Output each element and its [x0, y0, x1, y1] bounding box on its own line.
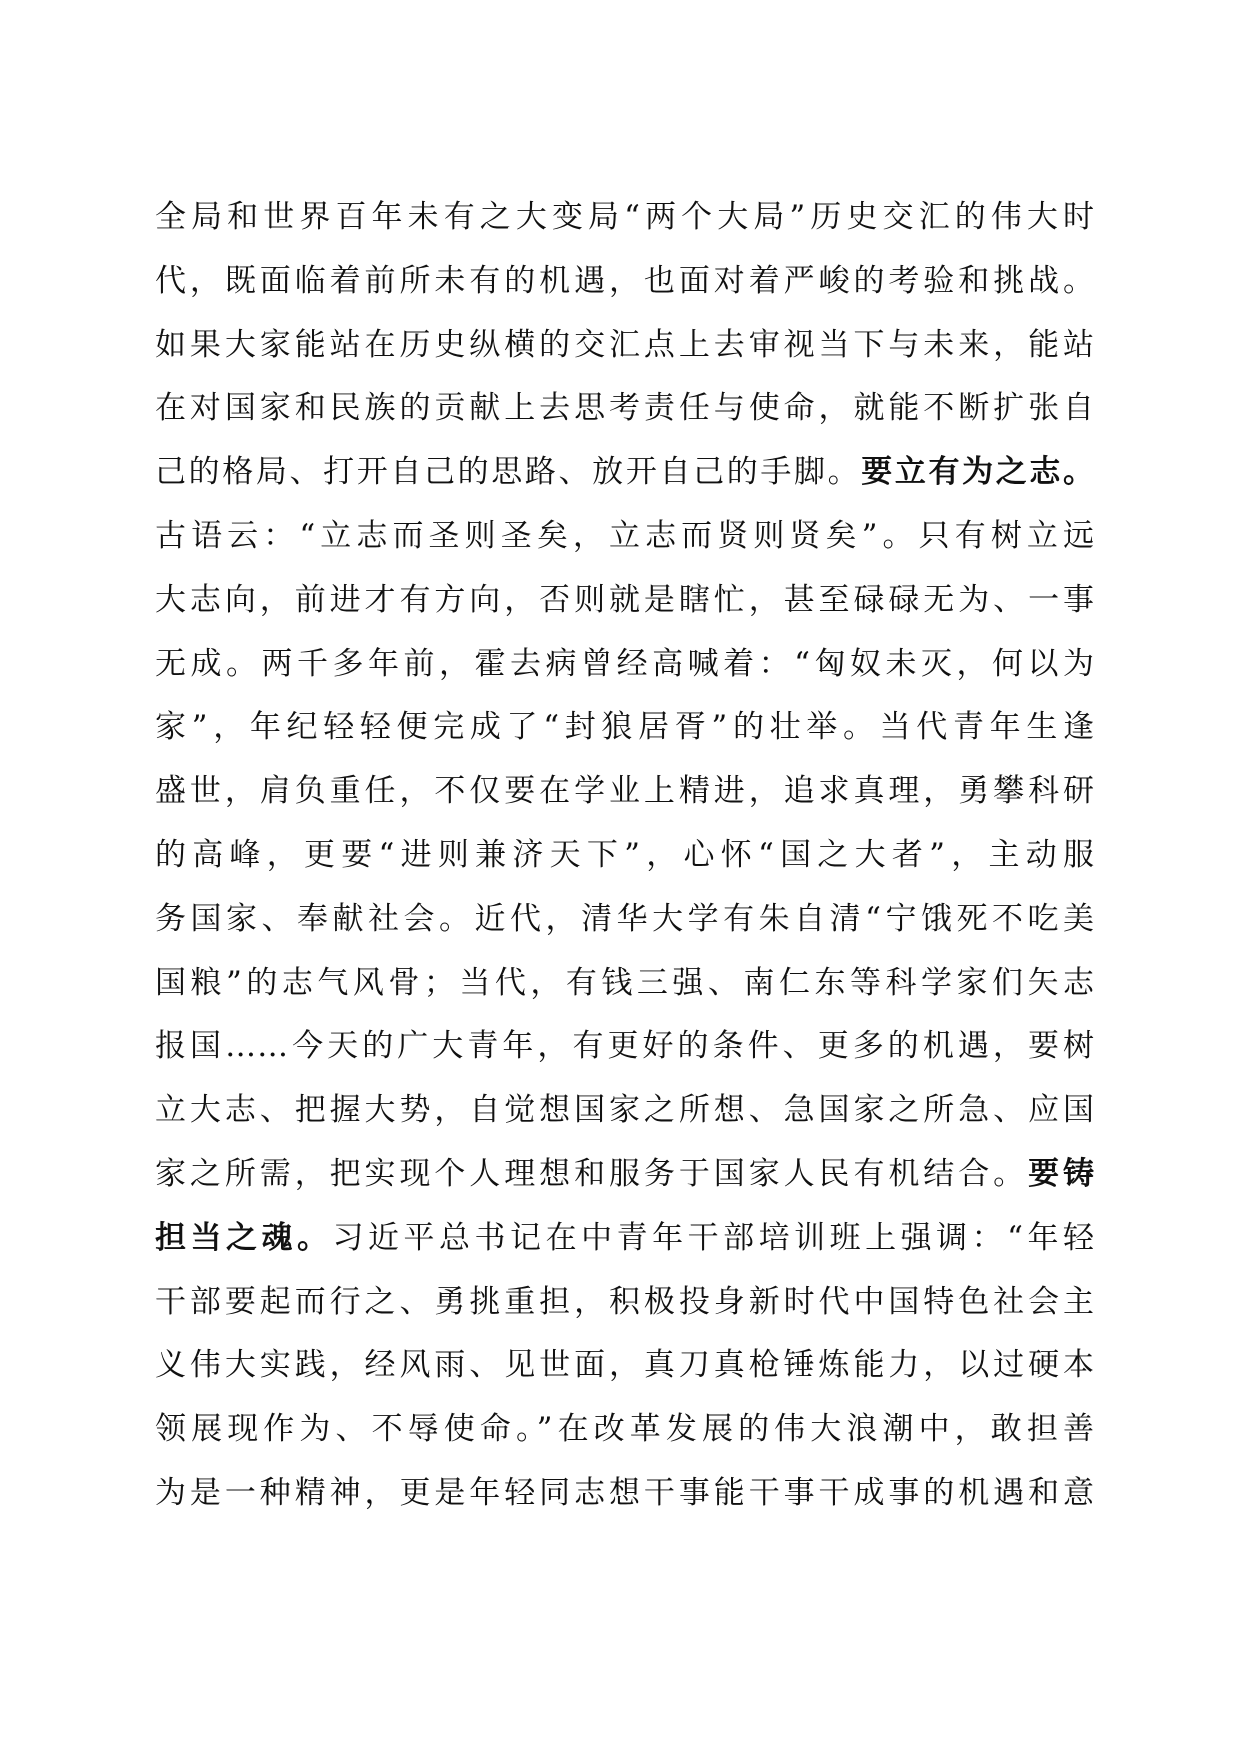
body-text-segment: 在对国家和民族的贡献上去思考责任与使命，就能不断扩张自	[155, 390, 1095, 427]
text-line	[155, 1271, 1095, 1335]
text-line	[155, 1079, 1095, 1143]
body-text-segment: 领展现作为、不辱使命。”在改革发展的伟大浪潮中，敢担善	[155, 1411, 1095, 1448]
body-text-segment: 报国……今天的广大青年，有更好的条件、更多的机遇，要树	[155, 1028, 1095, 1065]
text-line	[155, 314, 1095, 378]
text-line	[155, 760, 1095, 824]
bold-heading-text: 要铸	[1028, 1155, 1096, 1192]
body-text-segment: 为是一种精神，更是年轻同志想干事能干事干成事的机遇和意	[155, 1474, 1095, 1511]
bold-heading-text: 要立有为之志。	[861, 454, 1096, 491]
text-line	[155, 505, 1095, 569]
text-line	[155, 186, 1095, 250]
body-text-segment: 全局和世界百年未有之大变局“两个大局”历史交汇的伟大时	[155, 199, 1095, 235]
body-text-segment: 如果大家能站在历史纵横的交汇点上去审视当下与未来，能站	[155, 326, 1095, 363]
body-text-segment: 义伟大实践，经风雨、见世面，真刀真枪锤炼能力，以过硬本	[155, 1347, 1095, 1384]
body-text-segment: 立大志、把握大势，自觉想国家之所想、急国家之所急、应国	[155, 1092, 1095, 1129]
body-text-segment: 大志向，前进才有方向，否则就是瞎忙，甚至碌碌无为、一事	[155, 581, 1095, 618]
body-text-segment: 国粮”的志气风骨；当代，有钱三强、南仁东等科学家们矢志	[155, 964, 1095, 1001]
text-line	[155, 1462, 1095, 1526]
text-line	[155, 633, 1095, 697]
text-line	[155, 1207, 1095, 1271]
body-paragraph	[155, 186, 1095, 1526]
text-line	[155, 1334, 1095, 1398]
body-text-segment: 家之所需，把实现个人理想和服务于国家人民有机结合。	[155, 1155, 1029, 1192]
text-line	[155, 250, 1095, 314]
text-line	[155, 696, 1095, 760]
body-text-segment: 己的格局、打开自己的思路、放开自己的手脚。	[155, 454, 862, 491]
body-text-segment: 古语云：“立志而圣则圣矣，立志而贤则贤矣”。只有树立远	[155, 517, 1095, 554]
body-text-segment: 代，既面临着前所未有的机遇，也面对着严峻的考验和挑战。	[155, 262, 1095, 299]
text-line	[155, 888, 1095, 952]
body-text-segment: 盛世，肩负重任，不仅要在学业上精进，追求真理，勇攀科研	[155, 773, 1095, 810]
text-line	[155, 441, 1095, 505]
body-text-segment: 无成。两千多年前，霍去病曾经高喊着：“匈奴未灭，何以为	[155, 645, 1095, 682]
body-text-segment: 干部要起而行之、勇挑重担，积极投身新时代中国特色社会主	[155, 1283, 1095, 1320]
body-text-segment: 家”，年纪轻轻便完成了“封狼居胥”的壮举。当代青年生逢	[155, 709, 1095, 746]
text-line	[155, 569, 1095, 633]
text-line	[155, 377, 1095, 441]
text-line	[155, 952, 1095, 1016]
text-line	[155, 1143, 1095, 1207]
body-text-segment: 习近平总书记在中青年干部培训班上强调：“年轻	[332, 1219, 1095, 1256]
body-text-segment: 务国家、奉献社会。近代，清华大学有朱自清“宁饿死不吃美	[155, 900, 1095, 937]
text-line	[155, 824, 1095, 888]
text-line	[155, 1015, 1095, 1079]
body-text-segment: 的高峰，更要“进则兼济天下”，心怀“国之大者”，主动服	[155, 836, 1095, 873]
text-line	[155, 1398, 1095, 1462]
bold-heading-text: 担当之魂。	[155, 1219, 333, 1256]
